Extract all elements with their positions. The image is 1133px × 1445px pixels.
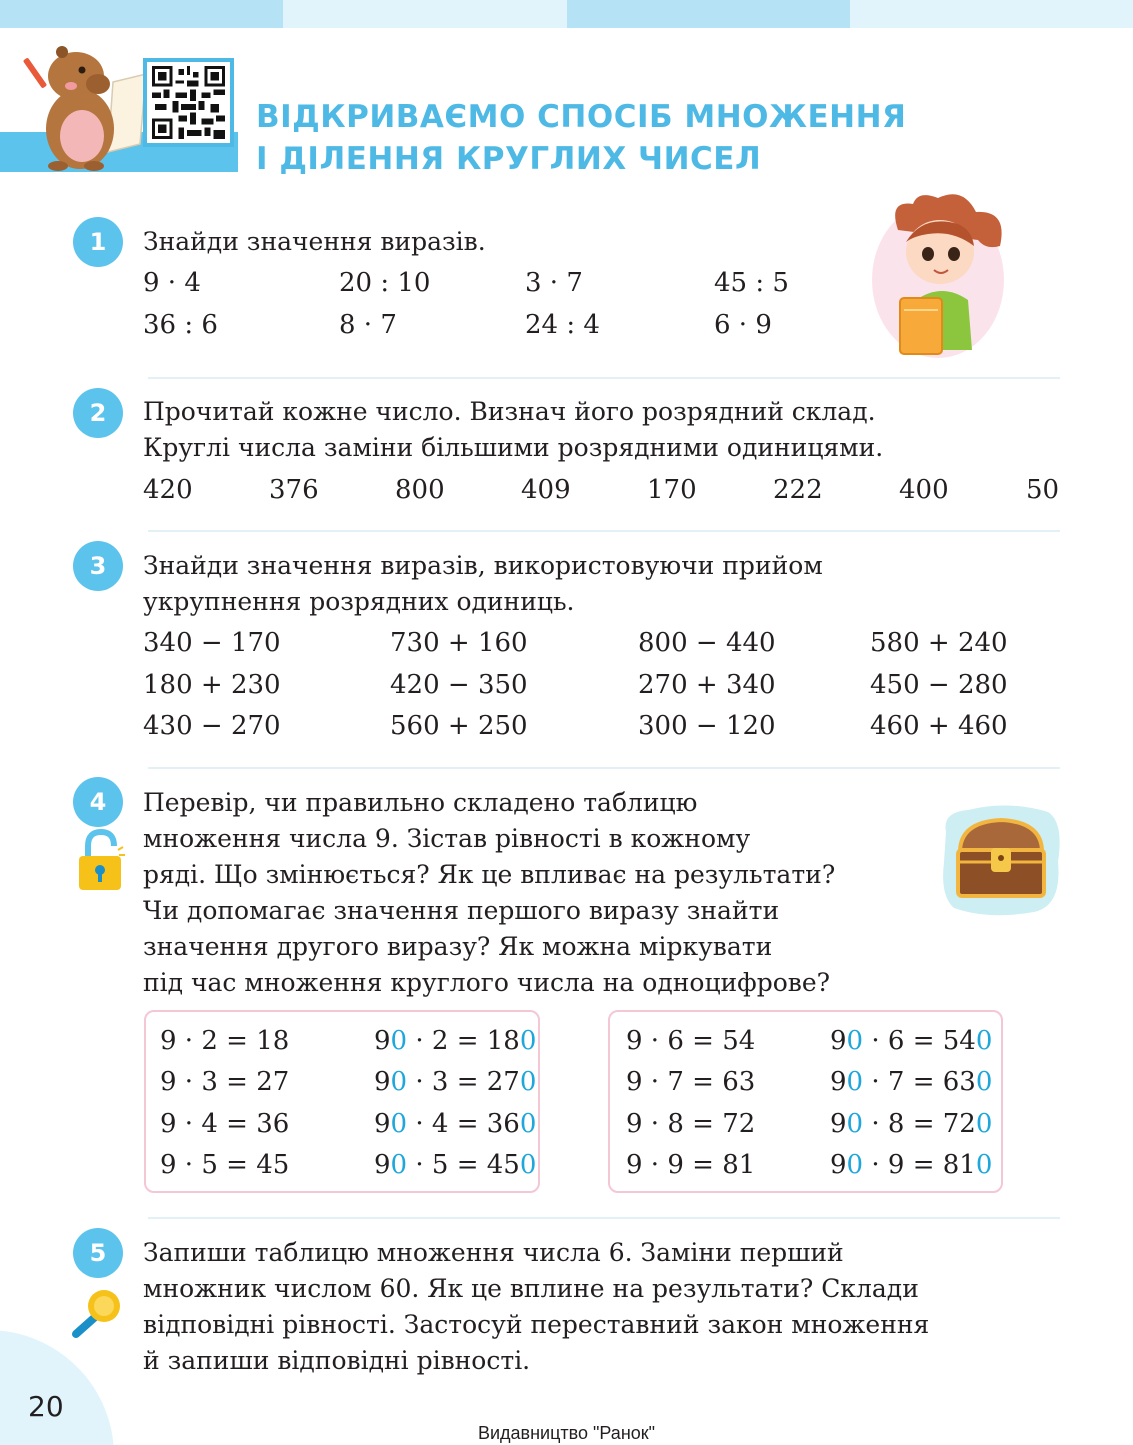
task2-instruction-line1: Прочитай кожне число. Визнач його розрядний склад. xyxy=(143,397,876,426)
page-number: 20 xyxy=(28,1390,64,1423)
task3-instruction-line1: Знайди значення виразів, використовуючи прийом xyxy=(143,551,823,580)
task4-line: Перевір, чи правильно складено таблицю xyxy=(143,788,698,817)
equality: 9 · 5 = 45 xyxy=(160,1150,290,1180)
section-divider xyxy=(148,530,1060,532)
equality: 9 · 3 = 27 xyxy=(160,1067,290,1097)
task1-expr: 24 : 4 xyxy=(525,310,600,340)
round-equality: 90 · 4 = 360 xyxy=(374,1109,537,1139)
padlock-icon xyxy=(76,828,126,892)
task1-expr: 6 · 9 xyxy=(714,310,772,340)
task3-expr: 730 + 160 xyxy=(390,628,528,658)
task3-expr: 270 + 340 xyxy=(638,670,776,700)
task1-expr: 45 : 5 xyxy=(714,268,789,298)
task4-line: значення другого виразу? Як можна міркувати xyxy=(143,932,773,961)
task1-expr: 9 · 4 xyxy=(143,268,201,298)
task2-number: 800 xyxy=(395,475,445,505)
task1-expr: 8 · 7 xyxy=(339,310,397,340)
section-divider xyxy=(148,767,1060,769)
round-equality: 90 · 8 = 720 xyxy=(830,1109,993,1139)
equality: 9 · 9 = 81 xyxy=(626,1150,756,1180)
task3-expr: 340 − 170 xyxy=(143,628,281,658)
task2-number: 170 xyxy=(647,475,697,505)
task3-expr: 430 − 270 xyxy=(143,711,281,741)
task1-expr: 20 : 10 xyxy=(339,268,431,298)
task2-number: 222 xyxy=(773,475,823,505)
task3-expr: 460 + 460 xyxy=(870,711,1008,741)
task1-expr: 36 : 6 xyxy=(143,310,218,340)
equality: 9 · 2 = 18 xyxy=(160,1026,290,1056)
equality: 9 · 8 = 72 xyxy=(626,1109,756,1139)
task5-line: Запиши таблицю множення числа 6. Заміни перший xyxy=(143,1238,844,1267)
magnifier-icon xyxy=(68,1286,126,1342)
task-number-5: 5 xyxy=(73,1228,123,1278)
round-equality: 90 · 3 = 270 xyxy=(374,1067,537,1097)
task2-number: 409 xyxy=(521,475,571,505)
task2-number: 400 xyxy=(899,475,949,505)
top-color-strip xyxy=(0,0,1133,28)
task4-line: під час множення круглого числа на одноцифрове? xyxy=(143,968,831,997)
equality: 9 · 7 = 63 xyxy=(626,1067,756,1097)
round-equality: 90 · 2 = 180 xyxy=(374,1026,537,1056)
capybara-mascot-icon xyxy=(18,34,148,174)
task-number-3: 3 xyxy=(73,541,123,591)
task1-instruction: Знайди значення виразів. xyxy=(143,227,486,256)
round-equality: 90 · 6 = 540 xyxy=(830,1026,993,1056)
title-line-2: І ДІЛЕННЯ КРУГЛИХ ЧИСЕЛ xyxy=(256,141,762,177)
task2-number: 376 xyxy=(269,475,319,505)
task3-expr: 450 − 280 xyxy=(870,670,1008,700)
equality: 9 · 4 = 36 xyxy=(160,1109,290,1139)
task-number-2: 2 xyxy=(73,388,123,438)
task3-expr: 580 + 240 xyxy=(870,628,1008,658)
task3-instruction-line2: укрупнення розрядних одиниць. xyxy=(143,587,575,616)
section-divider xyxy=(148,377,1060,379)
page-title xyxy=(256,96,906,180)
task4-line: ряді. Що змінюється? Як це впливає на результати? xyxy=(143,860,836,889)
publisher-credit: Видавництво "Ранок" xyxy=(477,1423,656,1443)
task3-expr: 180 + 230 xyxy=(143,670,281,700)
task2-number: 420 xyxy=(143,475,193,505)
task1-expr: 3 · 7 xyxy=(525,268,583,298)
task-number-4: 4 xyxy=(73,777,123,827)
task2-instruction-line2: Круглі числа заміни більшими розрядними одиницями. xyxy=(143,433,884,462)
task2-number: 50 xyxy=(1026,475,1060,505)
round-equality: 90 · 5 = 450 xyxy=(374,1150,537,1180)
task3-expr: 300 − 120 xyxy=(638,711,776,741)
task4-line: Чи допомагає значення першого виразу знайти xyxy=(143,896,780,925)
task3-expr: 800 − 440 xyxy=(638,628,776,658)
task3-expr: 560 + 250 xyxy=(390,711,528,741)
task5-line: відповідні рівності. Застосуй переставний закон множення xyxy=(143,1310,930,1339)
qr-code-icon[interactable] xyxy=(143,58,234,147)
section-divider xyxy=(148,1217,1060,1219)
round-equality: 90 · 9 = 810 xyxy=(830,1150,993,1180)
equality: 9 · 6 = 54 xyxy=(626,1026,756,1056)
round-equality: 90 · 7 = 630 xyxy=(830,1067,993,1097)
task5-line: множник числом 60. Як це вплине на результати? Склади xyxy=(143,1274,919,1303)
task-number-1: 1 xyxy=(73,217,123,267)
task5-line: й запиши відповідні рівності. xyxy=(143,1346,531,1375)
girl-with-book-illustration xyxy=(868,190,1018,360)
task3-expr: 420 − 350 xyxy=(390,670,528,700)
treasure-chest-illustration xyxy=(938,802,1064,918)
title-line-1: ВІДКРИВАЄМО СПОСІБ МНОЖЕННЯ xyxy=(256,99,907,135)
task4-line: множення числа 9. Зістав рівності в кожному xyxy=(143,824,751,853)
